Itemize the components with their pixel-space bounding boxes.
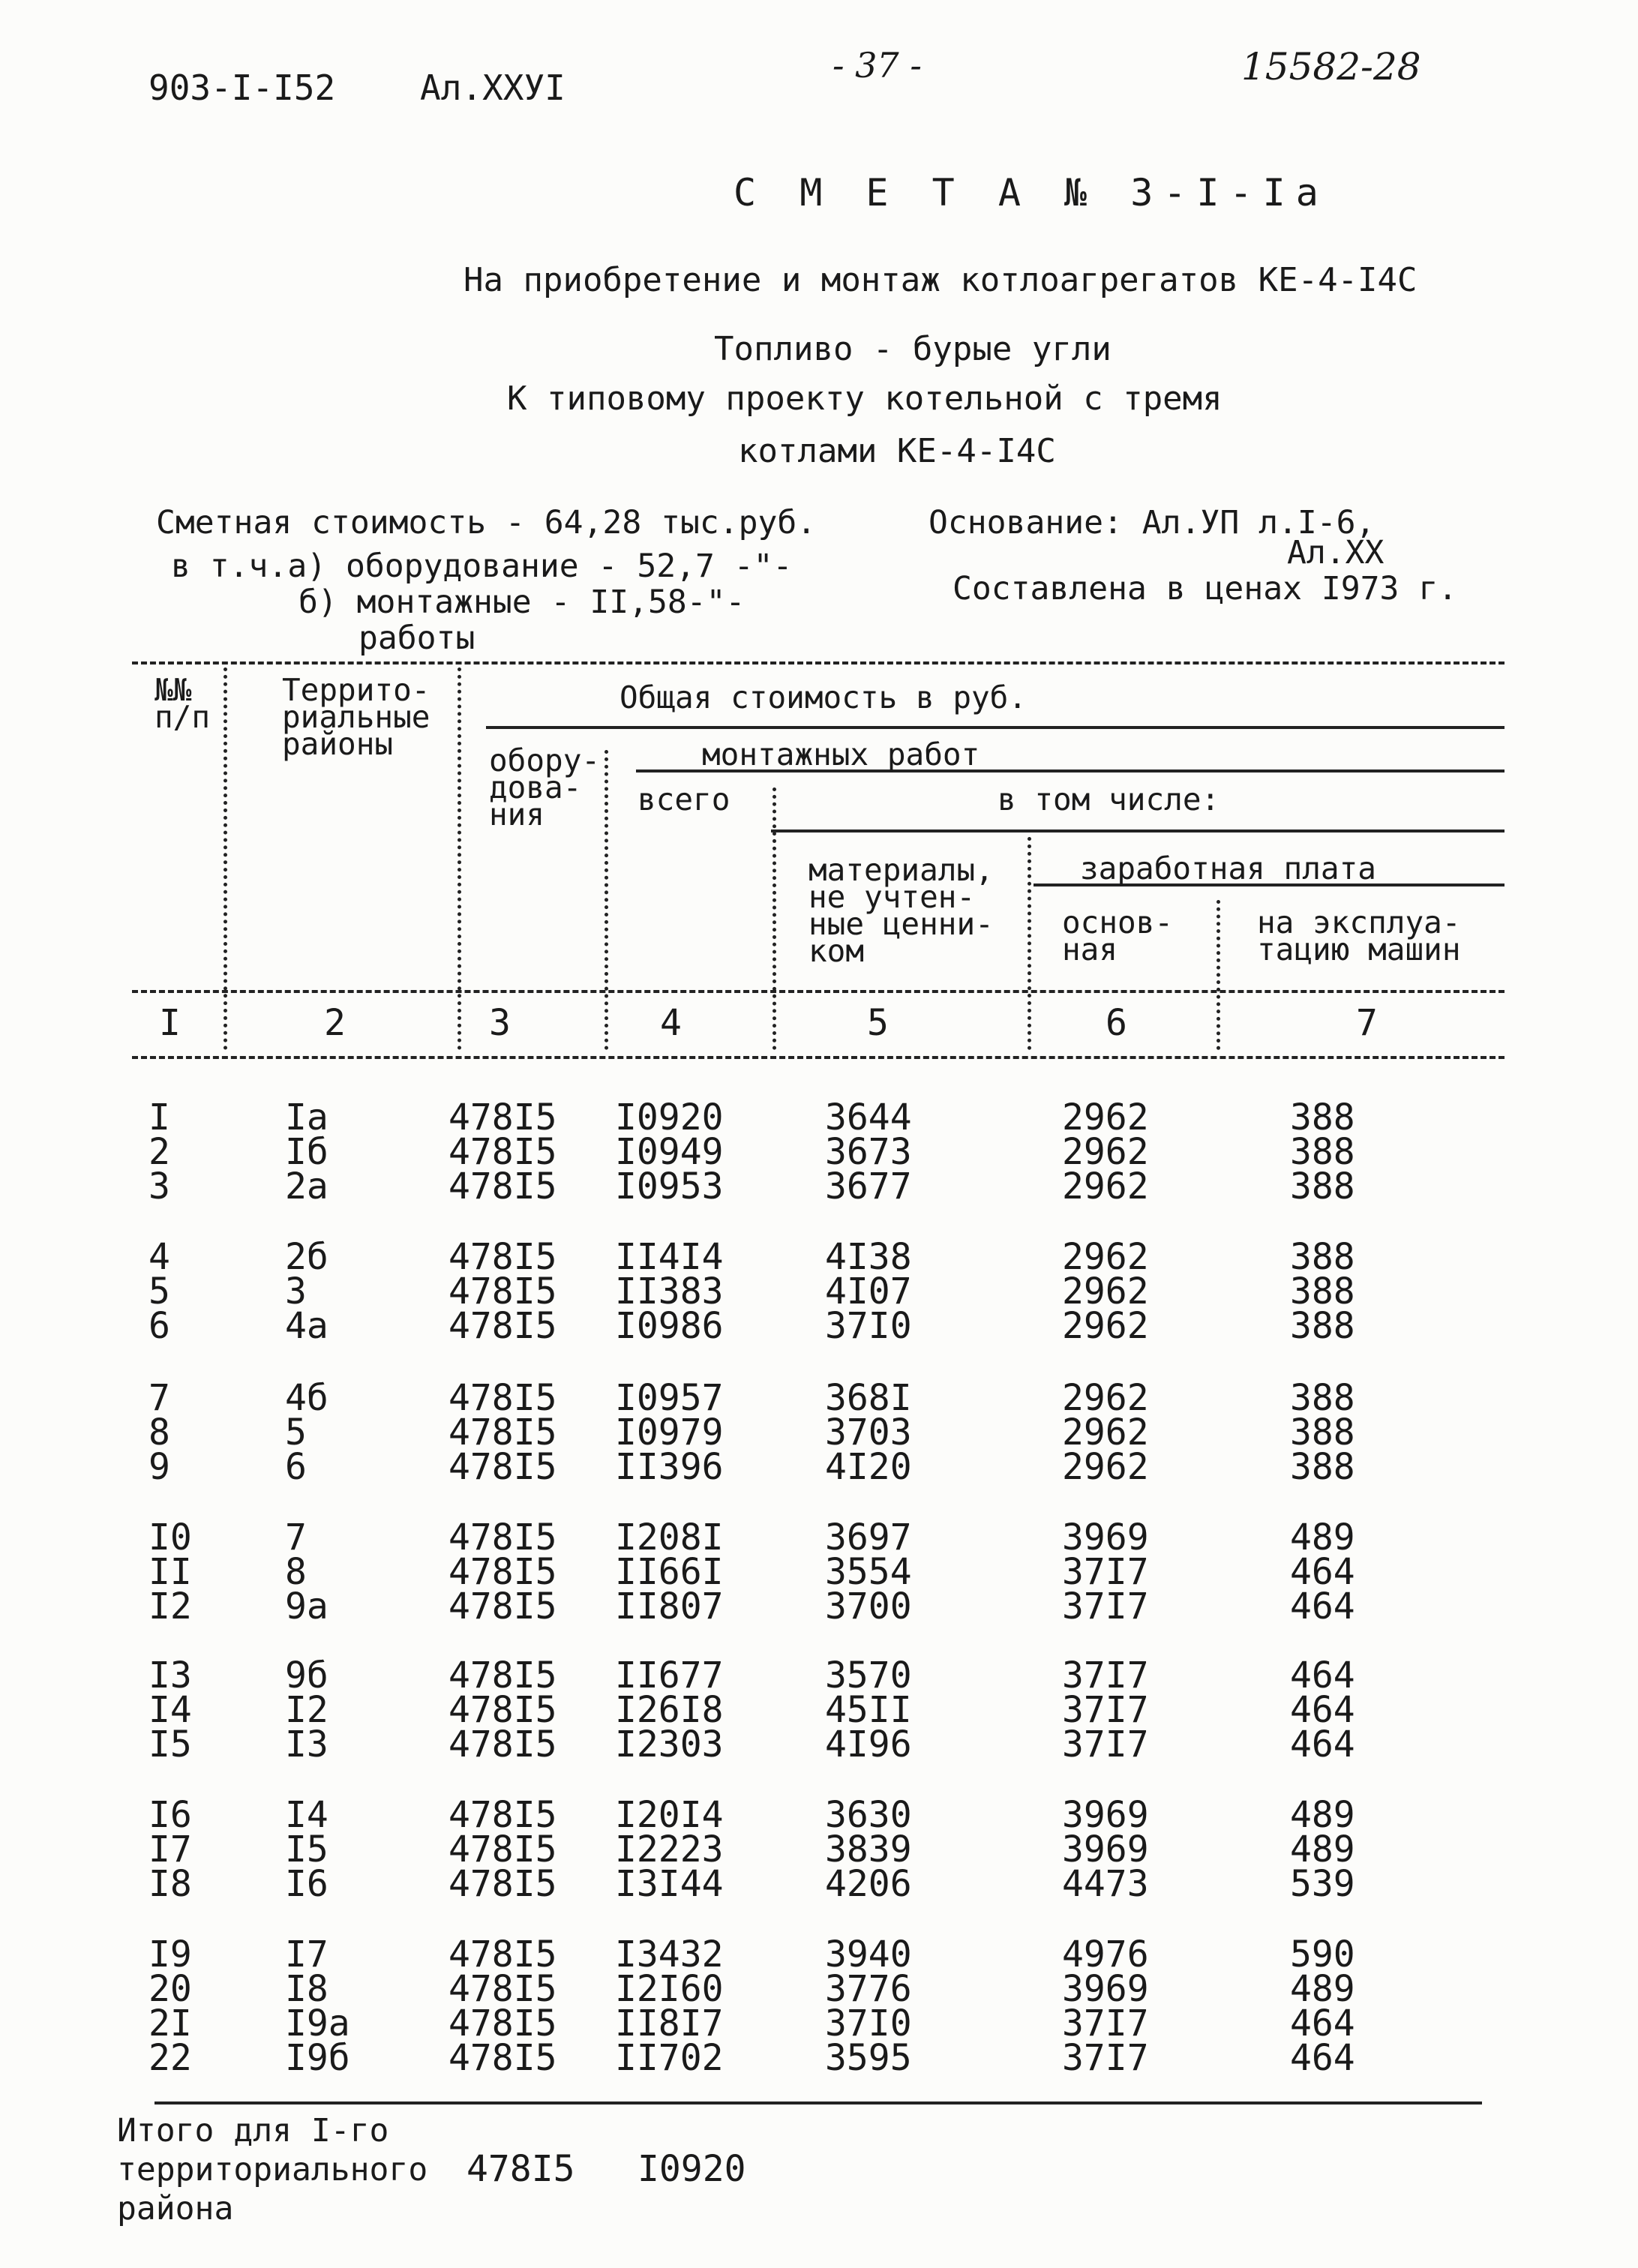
row-num: 9 — [148, 1446, 170, 1488]
row-district: 9а — [285, 1586, 328, 1628]
rule-under-total-cost — [486, 726, 1504, 729]
row-machine-wage: 464 — [1290, 1689, 1355, 1731]
row-basic-wage: 2962 — [1062, 1270, 1149, 1312]
row-num: I7 — [148, 1828, 192, 1870]
row-materials: 3570 — [825, 1654, 912, 1696]
page-number: - 37 - — [832, 45, 922, 86]
row-materials: 3839 — [825, 1828, 912, 1870]
total-label-3: района — [117, 2190, 234, 2228]
row-equipment: 478I5 — [448, 1689, 557, 1731]
row-all: I0953 — [615, 1166, 724, 1208]
row-all: I0979 — [615, 1412, 724, 1454]
total-label-1: Итого для I-го — [117, 2112, 389, 2150]
row-materials: 3595 — [825, 2037, 912, 2079]
row-materials: 368I — [825, 1377, 912, 1419]
row-basic-wage: 2962 — [1062, 1166, 1149, 1208]
row-num: I2 — [148, 1586, 192, 1628]
row-equipment: 478I5 — [448, 1166, 557, 1208]
row-all: I0949 — [615, 1131, 724, 1173]
row-machine-wage: 388 — [1290, 1166, 1355, 1208]
row-district: 9б — [285, 1654, 328, 1696]
row-basic-wage: 2962 — [1062, 1305, 1149, 1347]
row-num: 2I — [148, 2002, 192, 2044]
row-district: I6 — [285, 1863, 328, 1905]
row-num: 4 — [148, 1236, 170, 1278]
row-machine-wage: 388 — [1290, 1131, 1355, 1173]
table-bottom-rule — [154, 2102, 1482, 2104]
header-num: №№ п/п — [154, 672, 211, 735]
header-equipment: обору- дова- ния — [489, 742, 601, 832]
row-district: I8 — [285, 1968, 328, 2010]
row-materials: 37I0 — [825, 1305, 912, 1347]
row-district: 2а — [285, 1166, 328, 1208]
row-basic-wage: 4976 — [1062, 1934, 1149, 1976]
row-materials: 3673 — [825, 1131, 912, 1173]
row-basic-wage: 3969 — [1062, 1516, 1149, 1558]
row-district: I9б — [285, 2037, 350, 2079]
row-num: 2 — [148, 1131, 170, 1173]
row-num: 20 — [148, 1968, 192, 2010]
row-basic-wage: 37I7 — [1062, 2002, 1149, 2044]
row-machine-wage: 489 — [1290, 1794, 1355, 1836]
row-district: 2б — [285, 1236, 328, 1278]
header-district: Террито- риальные районы — [282, 672, 430, 762]
col-number-4: 4 — [660, 1002, 682, 1044]
rule-under-including — [771, 830, 1504, 832]
row-equipment: 478I5 — [448, 1131, 557, 1173]
row-all: II8I7 — [615, 2002, 724, 2044]
row-all: I208I — [615, 1516, 724, 1558]
row-machine-wage: 464 — [1290, 1724, 1355, 1766]
row-basic-wage: 3969 — [1062, 1794, 1149, 1836]
row-basic-wage: 2962 — [1062, 1236, 1149, 1278]
row-district: 7 — [285, 1516, 307, 1558]
separator-2 — [458, 668, 461, 1050]
row-num: I6 — [148, 1794, 192, 1836]
row-district: I3 — [285, 1724, 328, 1766]
row-all: II383 — [615, 1270, 724, 1312]
row-materials: 4I07 — [825, 1270, 912, 1312]
table-top-rule — [132, 662, 1504, 664]
row-machine-wage: 464 — [1290, 1551, 1355, 1593]
row-machine-wage: 388 — [1290, 1305, 1355, 1347]
row-num: 7 — [148, 1377, 170, 1419]
row-machine-wage: 464 — [1290, 2002, 1355, 2044]
album-number: Ал.XXУI — [420, 68, 566, 108]
separator-4 — [772, 788, 776, 1050]
row-num: 3 — [148, 1166, 170, 1208]
row-machine-wage: 388 — [1290, 1412, 1355, 1454]
col-number-1: I — [159, 1002, 181, 1044]
row-basic-wage: 2962 — [1062, 1377, 1149, 1419]
subtitle-line-2: Топливо - бурые угли — [714, 330, 1112, 368]
row-num: 22 — [148, 2037, 192, 2079]
header-install-works: монтажных работ — [702, 736, 980, 772]
row-all: I2223 — [615, 1828, 724, 1870]
row-basic-wage: 2962 — [1062, 1446, 1149, 1488]
total-label-2: территориального — [117, 2151, 428, 2188]
row-machine-wage: 388 — [1290, 1377, 1355, 1419]
row-district: I7 — [285, 1934, 328, 1976]
row-all: I26I8 — [615, 1689, 724, 1731]
row-all: I3I44 — [615, 1863, 724, 1905]
row-machine-wage: 464 — [1290, 1654, 1355, 1696]
row-basic-wage: 37I7 — [1062, 2037, 1149, 2079]
row-materials: 37I0 — [825, 2002, 912, 2044]
row-equipment: 478I5 — [448, 1968, 557, 2010]
row-equipment: 478I5 — [448, 1236, 557, 1278]
document-number: 15582-28 — [1241, 45, 1421, 88]
row-num: I — [148, 1096, 170, 1138]
row-equipment: 478I5 — [448, 1270, 557, 1312]
row-materials: 4I20 — [825, 1446, 912, 1488]
project-code: 903-I-I52 — [148, 68, 336, 108]
row-district: 4б — [285, 1377, 328, 1419]
row-all: II66I — [615, 1551, 724, 1593]
row-materials: 3677 — [825, 1166, 912, 1208]
row-equipment: 478I5 — [448, 1654, 557, 1696]
row-equipment: 478I5 — [448, 1096, 557, 1138]
row-basic-wage: 37I7 — [1062, 1689, 1149, 1731]
row-district: 4а — [285, 1305, 328, 1347]
row-district: I4 — [285, 1794, 328, 1836]
row-materials: 3700 — [825, 1586, 912, 1628]
cost-equipment: в т.ч.а) оборудование - 52,7 -"- — [171, 548, 793, 585]
row-equipment: 478I5 — [448, 1794, 557, 1836]
row-equipment: 478I5 — [448, 1305, 557, 1347]
row-basic-wage: 37I7 — [1062, 1551, 1149, 1593]
row-all: II677 — [615, 1654, 724, 1696]
row-equipment: 478I5 — [448, 1446, 557, 1488]
row-num: I8 — [148, 1863, 192, 1905]
row-machine-wage: 388 — [1290, 1270, 1355, 1312]
row-district: 3 — [285, 1270, 307, 1312]
row-machine-wage: 388 — [1290, 1096, 1355, 1138]
row-num: I0 — [148, 1516, 192, 1558]
row-num: I5 — [148, 1724, 192, 1766]
row-district: 5 — [285, 1412, 307, 1454]
col-number-5: 5 — [867, 1002, 889, 1044]
row-all: II4I4 — [615, 1236, 724, 1278]
row-machine-wage: 539 — [1290, 1863, 1355, 1905]
row-materials: 3703 — [825, 1412, 912, 1454]
row-equipment: 478I5 — [448, 1412, 557, 1454]
row-basic-wage: 3969 — [1062, 1828, 1149, 1870]
row-machine-wage: 388 — [1290, 1236, 1355, 1278]
row-materials: 45II — [825, 1689, 912, 1731]
row-district: I9а — [285, 2002, 350, 2044]
row-district: I5 — [285, 1828, 328, 1870]
row-all: I2I60 — [615, 1968, 724, 2010]
row-machine-wage: 590 — [1290, 1934, 1355, 1976]
row-all: II396 — [615, 1446, 724, 1488]
row-equipment: 478I5 — [448, 2037, 557, 2079]
row-num: 6 — [148, 1305, 170, 1347]
header-total-cost: Общая стоимость в руб. — [620, 680, 1028, 716]
row-all: I3432 — [615, 1934, 724, 1976]
row-all: I0920 — [615, 1096, 724, 1138]
total-all: I0920 — [638, 2148, 746, 2190]
row-basic-wage: 2962 — [1062, 1131, 1149, 1173]
row-district: I2 — [285, 1689, 328, 1731]
cost-installation: б) монтажные - II,58-"- — [298, 584, 746, 621]
row-materials: 3630 — [825, 1794, 912, 1836]
row-materials: 3776 — [825, 1968, 912, 2010]
header-including: в том числе: — [998, 782, 1220, 818]
row-equipment: 478I5 — [448, 1724, 557, 1766]
row-machine-wage: 464 — [1290, 2037, 1355, 2079]
row-equipment: 478I5 — [448, 1934, 557, 1976]
row-all: I0957 — [615, 1377, 724, 1419]
subtitle-line-4: котлами КЕ-4-I4С — [738, 432, 1056, 470]
row-equipment: 478I5 — [448, 1551, 557, 1593]
col-number-7: 7 — [1356, 1002, 1378, 1044]
subtitle-line-1: На приобретение и монтаж котлоагрегатов КЕ-4-I4С — [464, 261, 1418, 299]
cost-installation-2: работы — [358, 620, 476, 657]
row-all: II702 — [615, 2037, 724, 2079]
row-equipment: 478I5 — [448, 1516, 557, 1558]
row-materials: 4I96 — [825, 1724, 912, 1766]
header-bottom-rule — [132, 990, 1504, 993]
column-numbers-rule — [132, 1056, 1504, 1059]
row-all: I2303 — [615, 1724, 724, 1766]
row-basic-wage: 2962 — [1062, 1412, 1149, 1454]
row-machine-wage: 388 — [1290, 1446, 1355, 1488]
subtitle-line-3: К типовому проекту котельной с тремя — [507, 380, 1222, 418]
row-district: Iб — [285, 1131, 328, 1173]
row-num: 8 — [148, 1412, 170, 1454]
document-title: С М Е Т А № 3-I-Iа — [734, 171, 1329, 214]
price-year: Составлена в ценах I973 г. — [952, 570, 1458, 608]
header-materials: материалы, не учтен- ные ценни- ком — [808, 852, 994, 969]
row-machine-wage: 489 — [1290, 1828, 1355, 1870]
header-basic-wage: основ- ная — [1062, 904, 1174, 968]
separator-3 — [604, 750, 608, 1050]
row-equipment: 478I5 — [448, 1586, 557, 1628]
row-materials: 4206 — [825, 1863, 912, 1905]
header-machine-wage: на эксплуа- тацию машин — [1257, 904, 1461, 968]
row-equipment: 478I5 — [448, 1377, 557, 1419]
row-all: I0986 — [615, 1305, 724, 1347]
row-num: II — [148, 1551, 192, 1593]
row-materials: 3697 — [825, 1516, 912, 1558]
row-district: 8 — [285, 1551, 307, 1593]
row-basic-wage: 37I7 — [1062, 1586, 1149, 1628]
row-materials: 4I38 — [825, 1236, 912, 1278]
row-all: II807 — [615, 1586, 724, 1628]
row-num: I9 — [148, 1934, 192, 1976]
total-equipment: 478I5 — [466, 2148, 575, 2190]
row-materials: 3644 — [825, 1096, 912, 1138]
header-all: всего — [638, 782, 730, 818]
row-basic-wage: 37I7 — [1062, 1654, 1149, 1696]
row-materials: 3940 — [825, 1934, 912, 1976]
row-district: 6 — [285, 1446, 307, 1488]
row-equipment: 478I5 — [448, 1863, 557, 1905]
row-basic-wage: 3969 — [1062, 1968, 1149, 2010]
row-equipment: 478I5 — [448, 1828, 557, 1870]
basis-2: Ал.XX — [1287, 534, 1384, 572]
row-equipment: 478I5 — [448, 2002, 557, 2044]
basis: Основание: Ал.УП л.I-6, — [928, 504, 1376, 542]
row-num: 5 — [148, 1270, 170, 1312]
col-number-2: 2 — [324, 1002, 346, 1044]
row-machine-wage: 489 — [1290, 1516, 1355, 1558]
row-all: I20I4 — [615, 1794, 724, 1836]
row-num: I3 — [148, 1654, 192, 1696]
row-basic-wage: 2962 — [1062, 1096, 1149, 1138]
row-materials: 3554 — [825, 1551, 912, 1593]
row-machine-wage: 489 — [1290, 1968, 1355, 2010]
row-num: I4 — [148, 1689, 192, 1731]
row-basic-wage: 37I7 — [1062, 1724, 1149, 1766]
row-district: Iа — [285, 1096, 328, 1138]
col-number-3: 3 — [489, 1002, 511, 1044]
header-wages: заработная плата — [1080, 850, 1376, 886]
estimated-cost: Сметная стоимость - 64,28 тыс.руб. — [156, 504, 817, 542]
col-number-6: 6 — [1106, 1002, 1127, 1044]
row-basic-wage: 4473 — [1062, 1863, 1149, 1905]
row-machine-wage: 464 — [1290, 1586, 1355, 1628]
separator-6 — [1216, 900, 1220, 1050]
